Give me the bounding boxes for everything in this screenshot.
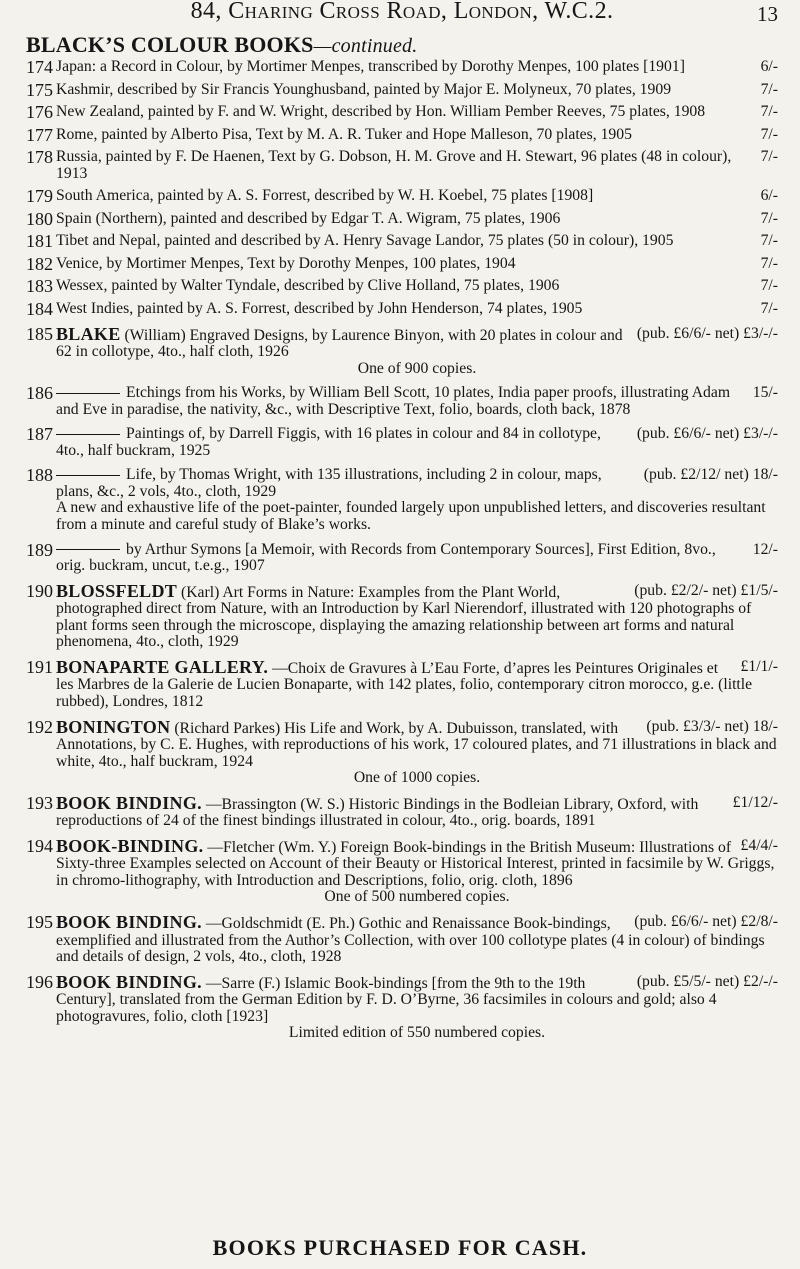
catalogue-entry (26, 278, 778, 295)
running-head-title: 84, Charing Cross Road, London, W.C.2. (190, 0, 614, 24)
page-number: 13 (757, 2, 778, 26)
catalogue-entry (26, 208, 778, 229)
catalogue-entry (26, 233, 778, 250)
catalogue-entry (26, 104, 778, 121)
catalogue-entry (26, 188, 778, 205)
catalogue-entry (26, 835, 778, 906)
entry-number: 178 (26, 147, 53, 168)
entry-remark: A new and exhaustive life of the poet-painter, founded largely upon unpublished letters, and discoveries resultant from a minute and careful study of Blake’s works. (56, 499, 766, 534)
entry-description: Tibet and Nepal, painted and described by A. Henry Savage Landor, 75 plates (50 in colour), 1905 (56, 232, 674, 250)
entry-description: by Arthur Symons [a Memoir, with Records from Contemporary Sources], First Edition, 8vo., orig. buckram, uncut, t.e.g., 1907 (56, 540, 716, 575)
catalogue-entry (26, 911, 778, 966)
entry-number: 191 (26, 656, 53, 677)
catalogue-entry (26, 580, 778, 651)
catalogue-entry (26, 467, 778, 533)
ditto-dash (56, 549, 120, 550)
entry-price: (pub. £6/6/- net) £3/-/- (636, 425, 778, 443)
entry-number: 180 (26, 208, 53, 229)
ditto-dash (56, 393, 120, 394)
catalogue-entry (26, 149, 778, 182)
footer-notice: BOOKS PURCHASED FOR CASH. (212, 1235, 588, 1260)
catalogue-entry (26, 539, 778, 575)
entry-price: 15/- (752, 384, 778, 402)
section-heading (26, 32, 778, 58)
catalogue-entry (26, 385, 778, 418)
entry-price: 7/- (760, 209, 778, 227)
entry-price: (pub. £6/6/- net) £2/8/- (634, 912, 778, 930)
entry-price: 7/- (760, 148, 778, 166)
ditto-dash (56, 475, 120, 476)
entry-price: 7/- (760, 80, 778, 98)
entry-number: 182 (26, 253, 53, 274)
catalogue-entry (26, 656, 778, 711)
entry-price: 12/- (752, 540, 778, 558)
entry-description: New Zealand, painted by F. and W. Wright, described by Hon. William Pember Reeves, 75 plates, 1908 (56, 103, 706, 121)
entry-price: 7/- (760, 125, 778, 143)
entry-author: BONAPARTE GALLERY. (56, 656, 269, 677)
entry-author: BOOK BINDING. (56, 792, 202, 813)
entry-price: £4/4/- (740, 836, 778, 854)
entry-author: BOOK-BINDING. (56, 835, 204, 856)
catalogue-entry (26, 301, 778, 318)
entry-number: 193 (26, 792, 53, 813)
entry-price: (pub. £2/2/- net) £1/5/- (634, 581, 778, 599)
entry-description: —Sarre (F.) Islamic Book-bindings [from the 9th to the 19th Century], translated from the German Edition by F. D. O’Byrne, 36 facsimiles in colours and gold; also 4 photogravures, folio, cloth [1923] (56, 974, 717, 1025)
entry-number: 174 (26, 57, 53, 77)
entry-price: (pub. £5/5/- net) £2/-/- (636, 972, 778, 990)
entry-price: 7/- (760, 277, 778, 295)
entry-number: 188 (26, 465, 53, 486)
entry-description: (Karl) Art Forms in Nature: Examples from the Plant World, photographed direct from Nature, with an Introduction by Karl Nierendorf, illustrated with 120 photographs of plant forms seen through the microscope, displaying the amazing relationship between art forms and natural phenomena, 4to., cloth, 1929 (56, 583, 752, 651)
entry-description: Japan: a Record in Colour, by Mortimer Menpes, transcribed by Dorothy Menpes, 100 plates [1901] (56, 58, 685, 75)
entry-price: 7/- (760, 300, 778, 318)
entry-price: 6/- (760, 58, 778, 75)
entry-price: 7/- (760, 254, 778, 272)
entry-description: Etchings from his Works, by William Bell Scott, 10 plates, India paper proofs, illustrating Adam and Eve in paradise, the nativity, &c., with Descriptive Text, folio, boards, cloth back, 1878 (56, 384, 731, 418)
entry-price: (pub. £2/12/ net) 18/- (643, 466, 778, 484)
running-head (26, 0, 778, 30)
entry-number: 187 (26, 424, 53, 445)
entry-description: Russia, painted by F. De Haenen, Text by G. Dobson, H. M. Grove and H. Stewart, 96 plates (48 in colour), 1913 (56, 148, 732, 182)
entry-edition-note: Limited edition of 550 numbered copies. (288, 1024, 546, 1042)
entry-number: 196 (26, 971, 53, 992)
catalogue-entry (26, 971, 778, 1042)
entry-number: 177 (26, 124, 53, 145)
entry-description: Venice, by Mortimer Menpes, Text by Dorothy Menpes, 100 plates, 1904 (56, 254, 516, 272)
entry-edition-note: One of 900 copies. (357, 359, 477, 377)
entry-number: 181 (26, 231, 53, 252)
catalogue-entry (26, 124, 778, 145)
entry-edition-note: One of 1000 copies. (353, 769, 481, 787)
entry-price: £1/1/- (740, 657, 778, 675)
entry-description: —Fletcher (Wm. Y.) Foreign Book-bindings in the British Museum: Illustrations of Sixty-three Examples selected on Account of their Beauty or Historical Interest, printed in facsimile by W. Griggs, in chromo-lithography, with Introduction and Descriptions, folio, orig. cloth, 1896 (56, 838, 775, 889)
entry-number: 183 (26, 276, 53, 297)
catalogue-entry (26, 253, 778, 274)
entry-description: Paintings of, by Darrell Figgis, with 16 plates in colour and 84 in collotype, 4to., half buckram, 1925 (56, 425, 601, 459)
entry-description: —Brassington (W. S.) Historic Bindings in the Bodleian Library, Oxford, with reproductions of 24 of the finest bindings illustrated in colour, 4to., orig. boards, 1891 (56, 795, 699, 830)
catalogue-entry (26, 792, 778, 830)
catalogue-entry (26, 426, 778, 459)
entry-number: 185 (26, 323, 53, 344)
entry-number: 194 (26, 835, 53, 856)
catalogue-entries (26, 59, 778, 1042)
entry-author: BOOK BINDING. (56, 971, 202, 992)
ditto-dash (56, 434, 120, 435)
entry-number: 179 (26, 186, 53, 207)
entry-description: Wessex, painted by Walter Tyndale, described by Clive Holland, 75 plates, 1906 (56, 277, 560, 295)
catalogue-entry (26, 716, 778, 787)
entry-author: BLAKE (56, 323, 121, 344)
entry-number: 189 (26, 539, 53, 560)
entry-description: —Choix de Gravures à L’Eau Forte, d’apres les Peintures Originales et les Marbres de la Galerie de Lucien Bonaparte, with 142 plates, folio, contemporary citron morocco, g.e. (little rubbed), Londres, 1812 (56, 659, 753, 710)
section-continued: —continued. (313, 35, 418, 57)
entry-description: Rome, painted by Alberto Pisa, Text by M. A. R. Tuker and Hope Malleson, 70 plates, 1905 (56, 125, 632, 143)
catalogue-entry (26, 323, 778, 378)
entry-description: —Goldschmidt (E. Ph.) Gothic and Renaissance Book-bindings, exemplified and illustrated from the Author’s Collection, with over 100 collotype plates (4 in colour) of bindings and details of design, 2 vols, 4to., cloth, 1928 (56, 914, 765, 966)
entry-author: BOOK BINDING. (56, 911, 202, 932)
entry-author: BONINGTON (56, 716, 171, 737)
entry-number: 195 (26, 911, 53, 932)
entry-price: (pub. £3/3/- net) 18/- (646, 717, 778, 735)
entry-number: 184 (26, 299, 53, 320)
entry-price: £1/12/- (732, 793, 778, 811)
entry-edition-note: One of 500 numbered copies. (324, 888, 510, 906)
entry-description: Kashmir, described by Sir Francis Younghusband, painted by Major E. Molyneux, 70 plates, 1909 (56, 80, 672, 98)
entry-number: 192 (26, 716, 53, 737)
entry-number: 176 (26, 102, 53, 123)
entry-price: 7/- (760, 232, 778, 250)
entry-price: (pub. £6/6/- net) £3/-/- (636, 324, 778, 342)
entry-description: West Indies, painted by A. S. Forrest, described by John Henderson, 74 plates, 1905 (56, 300, 583, 318)
entry-description: (William) Engraved Designs, by Laurence Binyon, with 20 plates in colour and 62 in collotype, 4to., half cloth, 1926 (56, 326, 623, 361)
entry-price: 6/- (760, 187, 778, 205)
entry-description: Life, by Thomas Wright, with 135 illustrations, including 2 in colour, maps, plans, &c., 2 vols, 4to., cloth, 1929 (56, 466, 602, 500)
section-title: BLACK’S COLOUR BOOKS (26, 32, 314, 57)
entry-description: (Richard Parkes) His Life and Work, by A. Dubuisson, translated, with Annotations, by C. E. Hughes, with reproductions of his work, 17 coloured plates, and 71 illustrations in black and white, 4to., half buckram, 1924 (56, 719, 777, 770)
entry-description: Spain (Northern), painted and described by Edgar T. A. Wigram, 75 plates, 1906 (56, 209, 561, 227)
entry-number: 190 (26, 580, 53, 601)
entry-price: 7/- (760, 103, 778, 121)
catalogue-entry (26, 59, 778, 76)
entry-author: BLOSSFELDT (56, 580, 178, 601)
entry-number: 175 (26, 79, 53, 100)
catalogue-entry (26, 79, 778, 100)
entry-number: 186 (26, 383, 53, 404)
entry-description: South America, painted by A. S. Forrest, described by W. H. Koebel, 75 plates [1908] (56, 187, 594, 205)
